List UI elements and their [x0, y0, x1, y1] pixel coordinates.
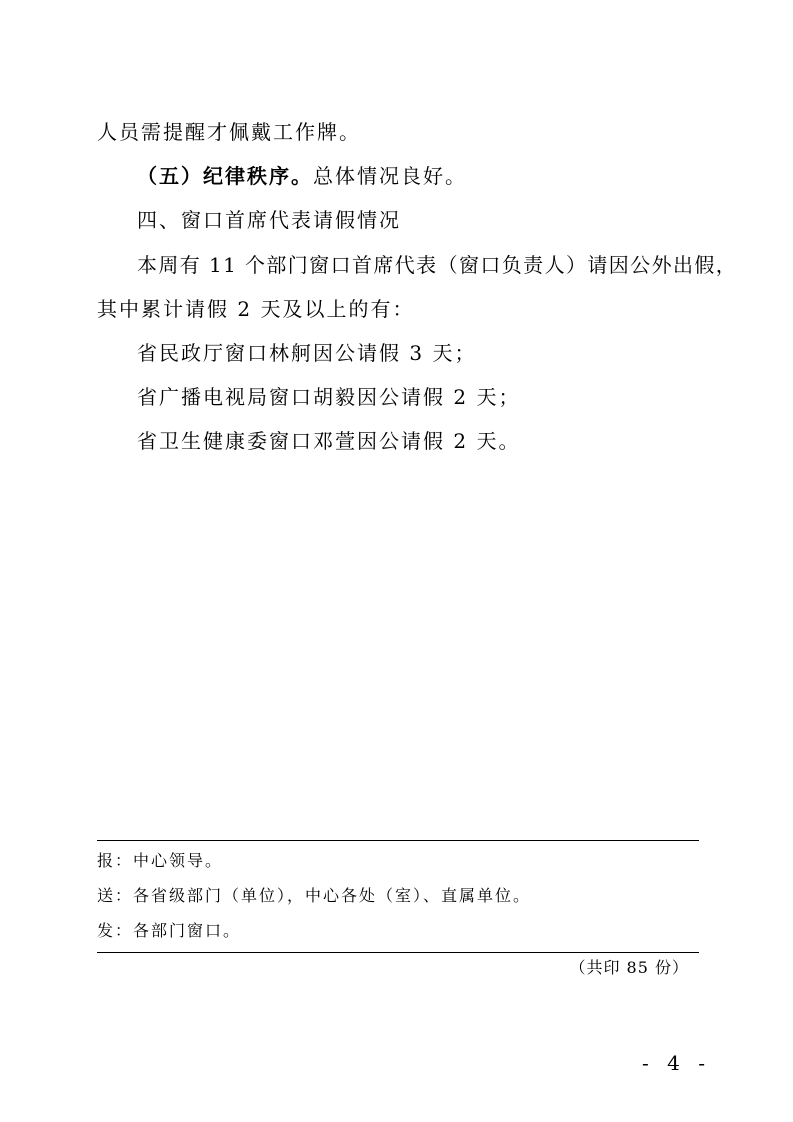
top-rule	[97, 840, 699, 841]
print-count: （共印 85 份）	[569, 958, 689, 977]
page-number: - 4 -	[642, 1051, 711, 1075]
leave-item-1: 省民政厅窗口林舸因公请假 3 天；	[137, 341, 477, 365]
section-5-label: （五）纪律秩序。	[137, 164, 313, 188]
bottom-rule	[97, 952, 699, 953]
section-5-text: 总体情况良好。	[313, 164, 467, 188]
section-4-heading: 四、窗口首席代表请假情况	[137, 208, 401, 232]
leave-item-2: 省广播电视局窗口胡毅因公请假 2 天；	[137, 385, 521, 409]
para-1-line-1: 本周有 11 个部门窗口首席代表（窗口负责人）请因公外出假，	[137, 253, 738, 277]
para-1-line-2: 其中累计请假 2 天及以上的有：	[97, 297, 415, 321]
leave-item-3: 省卫生健康委窗口邓萱因公请假 2 天。	[137, 429, 521, 453]
issue-to: 发：各部门窗口。	[97, 921, 242, 940]
send-to: 送：各省级部门（单位），中心各处（室）、直属单位。	[97, 886, 532, 905]
section-5-paragraph	[137, 162, 467, 190]
report-to: 报：中心领导。	[97, 851, 224, 870]
body-line-1: 人员需提醒才佩戴工作牌。	[97, 120, 361, 144]
